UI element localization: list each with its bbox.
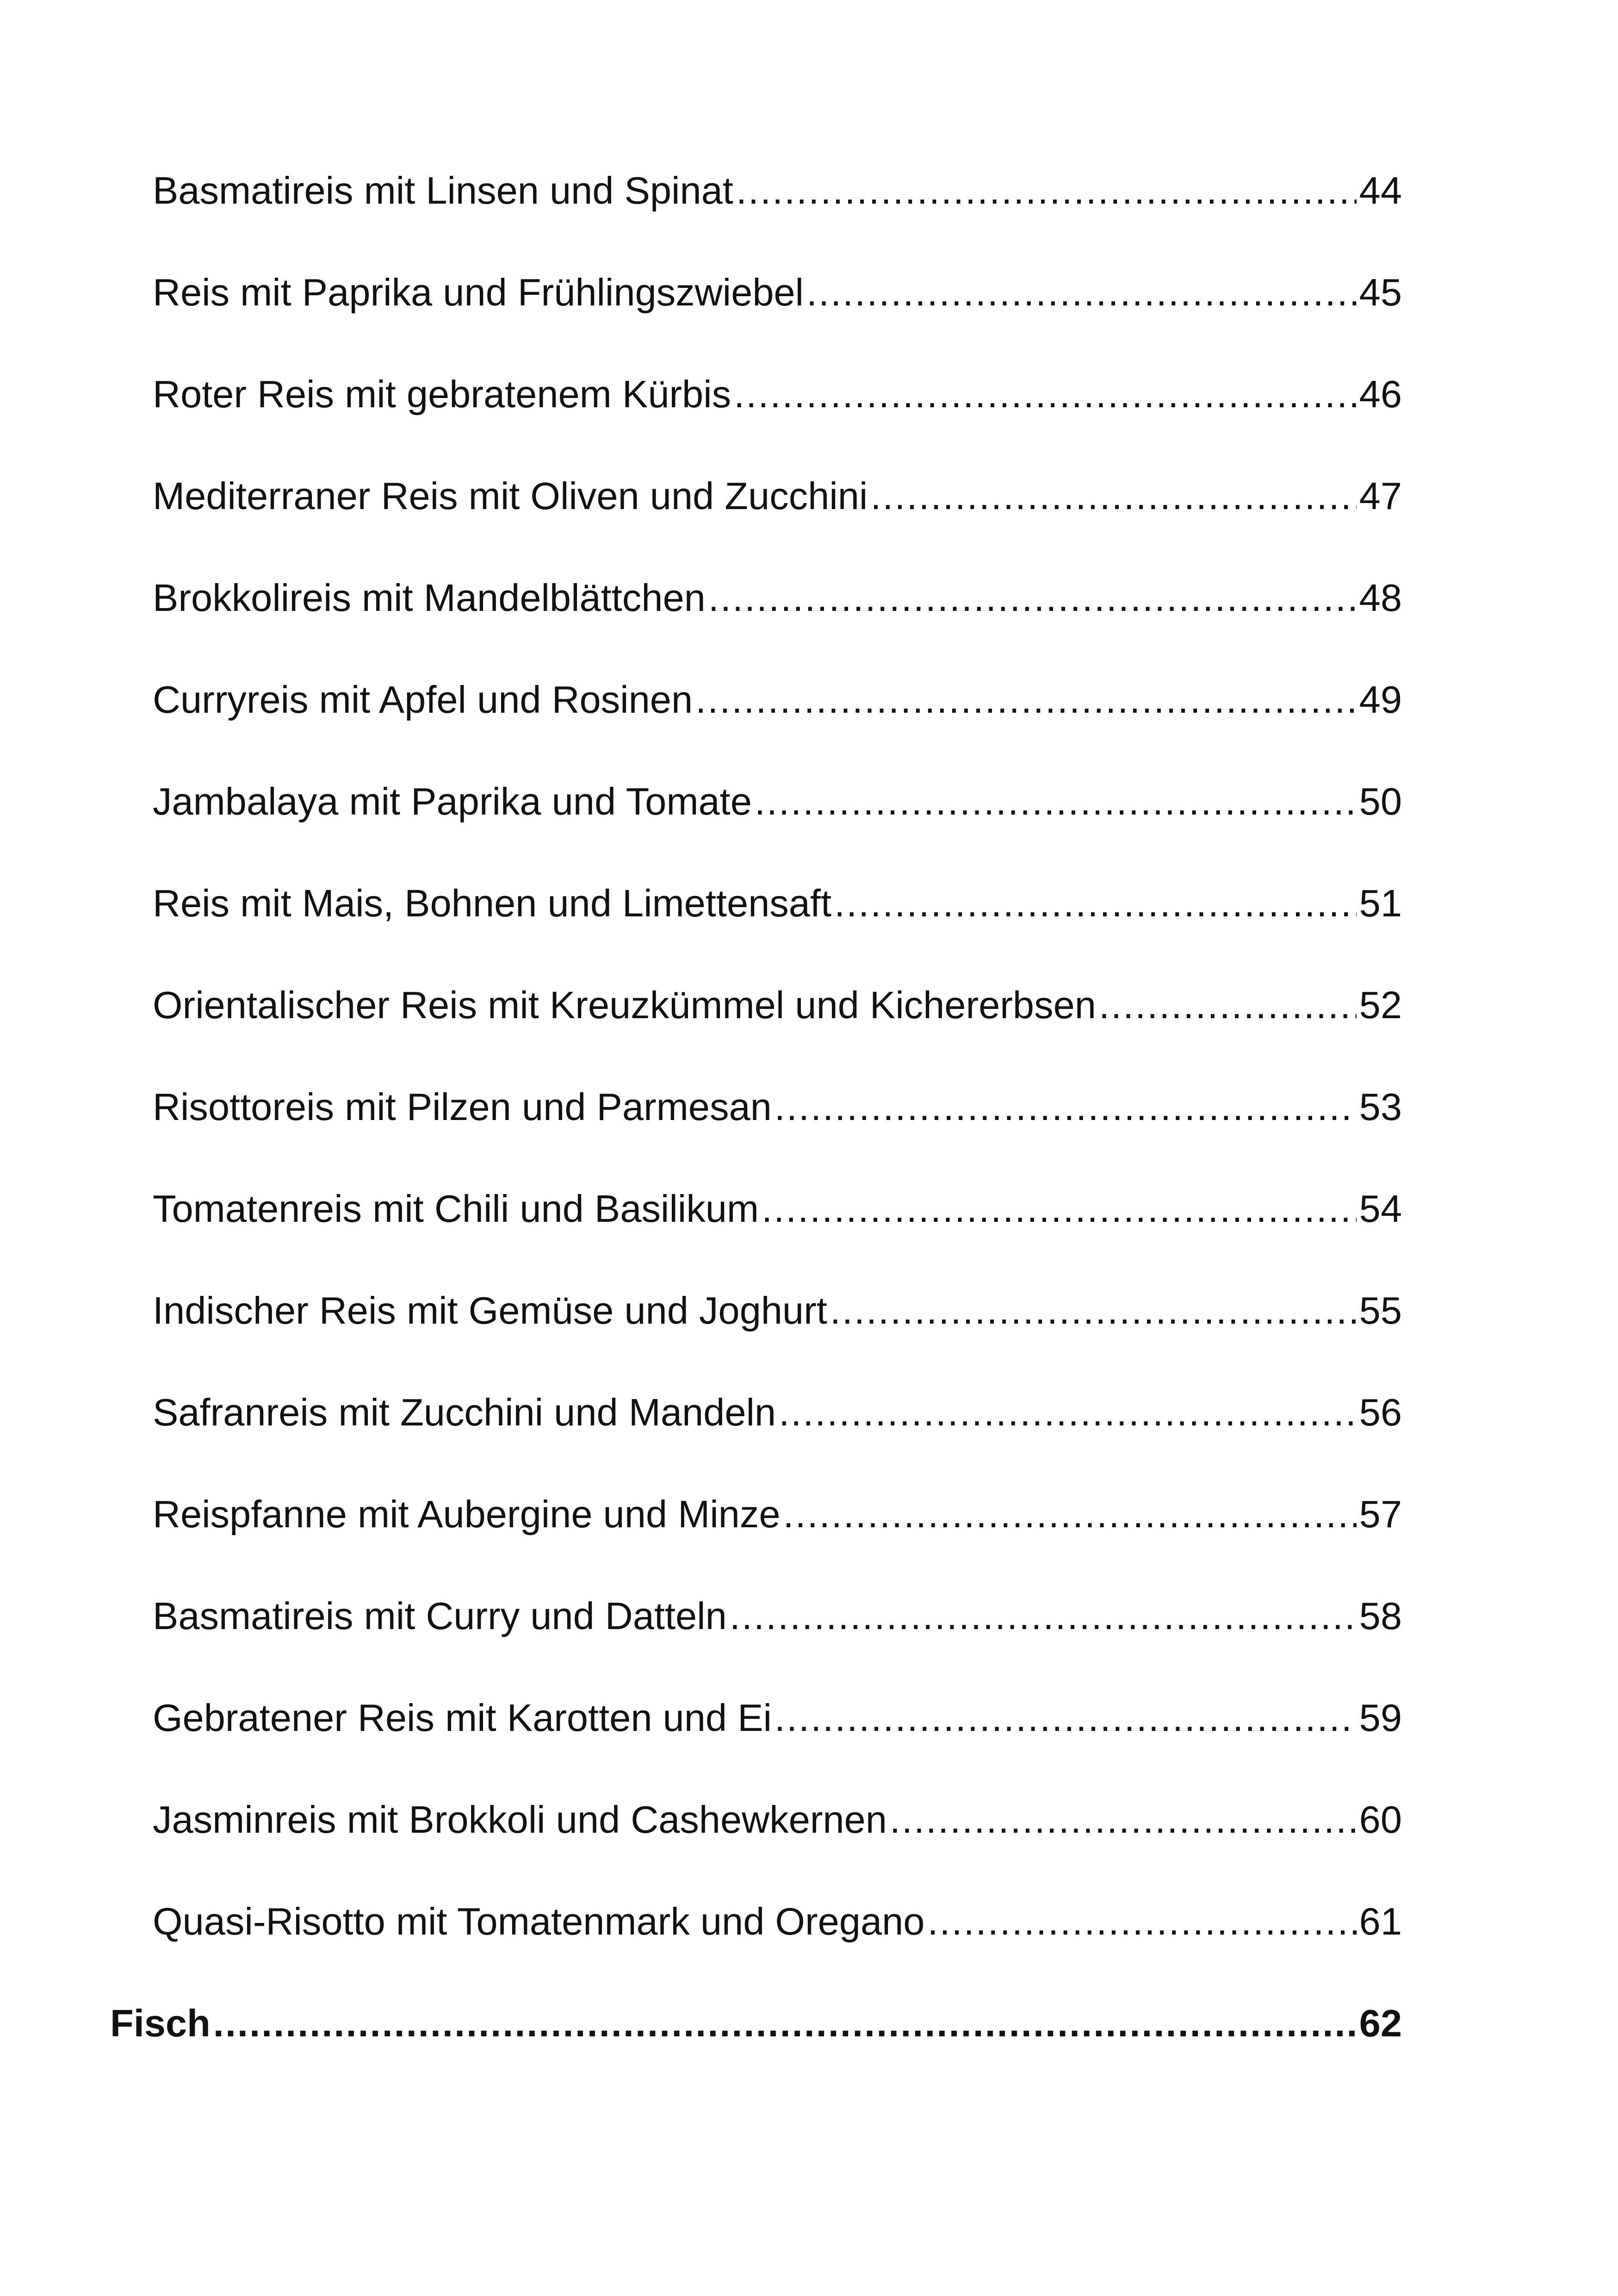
toc-entry <box>153 267 1402 318</box>
toc-entry-page: 53 <box>1359 1085 1402 1128</box>
toc-entry-title: Roter Reis mit gebratenem Kürbis <box>153 373 732 416</box>
dot-leader <box>708 572 1357 623</box>
toc-entry <box>153 1285 1402 1336</box>
dot-leader <box>927 1896 1356 1947</box>
toc-entry-title: Brokkolireis mit Mandelblättchen <box>153 576 706 619</box>
dot-leader <box>890 1794 1357 1845</box>
toc-entry <box>153 1794 1402 1845</box>
toc-chapter-page: 62 <box>1359 2002 1402 2045</box>
toc-entry-page: 46 <box>1359 373 1402 416</box>
toc-entry-title: Mediterraner Reis mit Oliven und Zucchini <box>153 474 868 517</box>
toc-entry-page: 52 <box>1359 983 1402 1027</box>
toc-entry-title: Tomatenreis mit Chili und Basilikum <box>153 1187 759 1230</box>
toc-entry-title: Jambalaya mit Paprika und Tomate <box>153 780 752 823</box>
toc-entry <box>153 674 1402 725</box>
toc-entry-page: 54 <box>1359 1187 1402 1230</box>
toc-entry <box>153 369 1402 420</box>
toc-entry-page: 60 <box>1359 1798 1402 1841</box>
toc-entry <box>153 1896 1402 1947</box>
toc-entry-page: 56 <box>1359 1391 1402 1434</box>
toc-entry <box>153 980 1402 1031</box>
dot-leader <box>870 471 1356 522</box>
toc-entry-page: 48 <box>1359 576 1402 619</box>
toc-entry-page: 58 <box>1359 1594 1402 1637</box>
toc-entry-title: Reis mit Paprika und Frühlingszwiebel <box>153 271 804 314</box>
toc-chapter-title: Fisch <box>110 2002 211 2045</box>
toc-entry <box>153 776 1402 827</box>
toc-entry-title: Basmatireis mit Curry und Datteln <box>153 1594 727 1637</box>
toc-chapter-entry <box>110 1998 1402 2049</box>
dot-leader <box>775 1082 1357 1132</box>
toc-entry-page: 59 <box>1359 1696 1402 1739</box>
toc-entry-page: 50 <box>1359 780 1402 823</box>
toc-entry-title: Gebratener Reis mit Karotten und Ei <box>153 1696 772 1739</box>
dot-leader <box>783 1489 1357 1540</box>
toc-entry-page: 45 <box>1359 271 1402 314</box>
dot-leader <box>213 1998 1357 2049</box>
dot-leader <box>806 267 1357 318</box>
toc-entry-title: Basmatireis mit Linsen und Spinat <box>153 169 733 212</box>
toc-entry-page: 49 <box>1359 678 1402 721</box>
toc-entry-title: Orientalischer Reis mit Kreuzkümmel und Kichererbsen <box>153 983 1096 1027</box>
dot-leader <box>834 878 1357 929</box>
toc-entry <box>153 1489 1402 1540</box>
dot-leader <box>762 1183 1357 1234</box>
dot-leader <box>730 1591 1357 1642</box>
dot-leader <box>830 1285 1357 1336</box>
dot-leader <box>755 776 1357 827</box>
toc-entry <box>153 1591 1402 1642</box>
toc-entry-title: Reis mit Mais, Bohnen und Limettensaft <box>153 882 832 925</box>
dot-leader <box>695 674 1357 725</box>
dot-leader <box>734 369 1357 420</box>
toc-entry-page: 55 <box>1359 1289 1402 1332</box>
toc-entry <box>153 878 1402 929</box>
toc-entry <box>153 471 1402 522</box>
toc-entry-title: Indischer Reis mit Gemüse und Joghurt <box>153 1289 827 1332</box>
toc-entry <box>153 572 1402 623</box>
toc-entry-page: 61 <box>1359 1900 1402 1943</box>
toc-entry-page: 44 <box>1359 169 1402 212</box>
dot-leader <box>736 165 1357 216</box>
toc-entry-title: Reispfanne mit Aubergine und Minze <box>153 1493 781 1536</box>
toc-entry <box>153 1082 1402 1132</box>
dot-leader <box>1099 980 1357 1031</box>
toc-entry <box>153 1183 1402 1234</box>
toc-entry <box>153 1692 1402 1743</box>
toc-entry-title: Jasminreis mit Brokkoli und Cashewkernen <box>153 1798 887 1841</box>
toc-entry <box>153 1387 1402 1438</box>
toc-entry-title: Curryreis mit Apfel und Rosinen <box>153 678 693 721</box>
toc-entry-page: 51 <box>1359 882 1402 925</box>
dot-leader <box>775 1692 1357 1743</box>
toc-entry-title: Quasi-Risotto mit Tomatenmark und Oregano <box>153 1900 925 1943</box>
toc-entry-page: 57 <box>1359 1493 1402 1536</box>
toc-entry <box>153 165 1402 216</box>
dot-leader <box>779 1387 1357 1438</box>
toc-entry-title: Risottoreis mit Pilzen und Parmesan <box>153 1085 772 1128</box>
toc-entry-title: Safranreis mit Zucchini und Mandeln <box>153 1391 776 1434</box>
toc-entry-page: 47 <box>1359 474 1402 517</box>
